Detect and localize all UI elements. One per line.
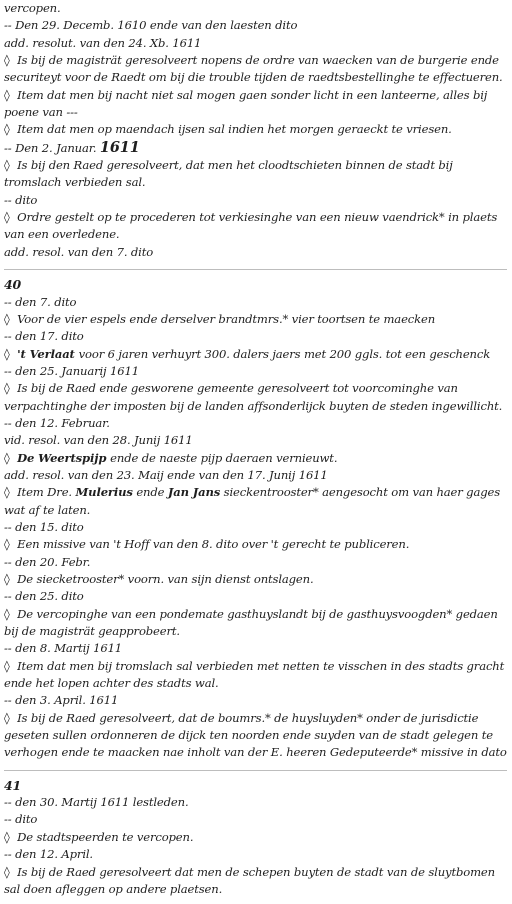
diamond-icon: ◊ [4, 53, 14, 68]
date-line [4, 519, 507, 536]
date-line [4, 294, 507, 311]
entry-text: -- den 25. Januarij 1611 [4, 363, 139, 378]
diamond-icon: ◊ [4, 829, 14, 844]
entry-text: Item dat men op maendach ijsen sal indien het morgen geraeckt te vriesen. [17, 122, 452, 137]
entry-text: -- dito [4, 192, 38, 207]
name-bold: Jan Jans [167, 485, 221, 500]
diamond-icon: ◊ [4, 485, 14, 500]
diamond-icon: ◊ [4, 710, 14, 725]
entry-text: Is bij de Raed ende gesworene gemeente geresolveert tot voorcominghe van verpachtinghe der imposten bij de landen affsonderlijck buyten de steden ingewillicht. [4, 381, 503, 413]
resolution-entry [4, 311, 507, 328]
entry-text: -- Den 2. Januar. [4, 140, 100, 155]
date-line [4, 244, 507, 261]
date-line [4, 846, 507, 863]
diamond-icon: ◊ [4, 537, 14, 552]
entry-text: -- den 25. dito [4, 589, 84, 604]
diamond-icon: ◊ [4, 122, 14, 137]
page-divider [4, 770, 507, 771]
resolution-entry [4, 536, 507, 553]
name-bold: Mulerius [75, 485, 133, 500]
entry-text: ende de naeste pijp daeraen vernieuwt. [110, 450, 338, 465]
resolution-entry [4, 380, 507, 415]
entry-text: Item dat men bij tromslach sal verbieden met netten te visschen in des stadts gracht ende het lopen achter des stadts wal. [4, 658, 505, 691]
diamond-icon: ◊ [4, 210, 14, 225]
resolution-entry [4, 209, 507, 244]
entry-text: -- den 3. April. 1611 [4, 693, 119, 708]
entry-text: add. resol. van den 7. dito [4, 244, 154, 259]
entry-text: -- den 12. April. [4, 847, 93, 862]
entry-text: -- Den 29. Decemb. 1610 ende van den laesten dito [4, 18, 298, 33]
diamond-icon: ◊ [4, 346, 14, 361]
entry-text: De stadtspeerden te vercopen. [17, 829, 194, 844]
date-line [4, 432, 507, 449]
entry-text: De siecketrooster* voorn. van sijn dienst ontslagen. [17, 572, 314, 586]
resolution-entry [4, 864, 507, 899]
entry-text: -- den 7. dito [4, 294, 77, 309]
entry-text: voor 6 jaren verhuyrt 300. dalers jaers met 200 ggls. tot een geschenck [78, 346, 491, 361]
entry-text: Een missive van 't Hoff van den 8. dito over 't gerecht te publiceren. [17, 537, 410, 552]
resolution-entry [4, 450, 507, 467]
resolution-entry [4, 121, 507, 138]
entry-text: -- den 17. dito [4, 329, 84, 344]
date-line [4, 35, 507, 52]
diamond-icon: ◊ [4, 572, 14, 586]
entry-text: Is bij de Raed geresolveert dat men de schepen buyten de stadt van de sluytbomen sal doen afleggen op andere plaetsen. [4, 864, 495, 896]
entry-text: -- dito [4, 812, 38, 827]
resolution-entry [4, 571, 507, 588]
diamond-icon: ◊ [4, 450, 14, 465]
date-line [4, 363, 507, 380]
diamond-icon: ◊ [4, 864, 14, 879]
resolution-entry [4, 346, 507, 363]
entry-text: vercopen. [4, 1, 61, 15]
date-line [4, 794, 507, 811]
date-line [4, 192, 507, 209]
entry-section [4, 777, 507, 898]
entry-section [4, 0, 507, 261]
date-line [4, 588, 507, 605]
page-divider [4, 269, 507, 270]
name-bold: De Weertspijp [17, 450, 111, 465]
diamond-icon: ◊ [4, 658, 14, 673]
entry-text: vid. resol. van den 28. Junij 1611 [4, 433, 193, 448]
entry-section [4, 276, 507, 762]
page-number: 40 [4, 277, 22, 293]
year-emphasis: 1611 [99, 138, 140, 156]
entry-text: Is bij den Raed geresolveert, dat men het cloodtschieten binnen de stadt bij tromslach verbieden sal. [4, 158, 453, 190]
diamond-icon: ◊ [4, 158, 14, 173]
date-line [4, 415, 507, 432]
diamond-icon: ◊ [4, 381, 14, 396]
resolution-entry [4, 829, 507, 846]
resolution-entry [4, 710, 507, 762]
entry-text: add. resolut. van den 24. Xb. 1611 [4, 35, 202, 50]
date-line [4, 554, 507, 571]
entry-text: De vercopinghe van een pondemate gasthuyslandt bij de gasthuysvoogden* gedaen bij de magisträt geapprobeert. [4, 606, 498, 639]
text-run: ende [132, 485, 168, 500]
resolution-entry [4, 87, 507, 122]
diamond-icon: ◊ [4, 606, 14, 621]
entry-text: -- den 12. Februar. [4, 415, 110, 430]
date-line [4, 467, 507, 484]
resolution-entry [4, 52, 507, 87]
entry-text: add. resol. van den 23. Maij ende van den 17. Junij 1611 [4, 467, 328, 482]
resolution-entry [4, 658, 507, 693]
entry-text: Item dat men bij nacht niet sal mogen gaen sonder licht in een lanteerne, alles bij poene van --- [4, 87, 488, 120]
name-bold: 't Verlaat [17, 346, 79, 361]
entry-text: -- den 15. dito [4, 519, 84, 534]
resolution-entry [4, 157, 507, 192]
resolution-entry [4, 484, 507, 519]
entry-text: Is bij de magisträt geresolveert nopens de ordre van waecken van de burgerie ende securiteyt voor de Raedt om bij die trouble tijden de raedtsbestellinghe te effectueren. [4, 53, 503, 85]
date-line [4, 640, 507, 657]
text-run: Item Dre. [17, 485, 76, 500]
entry-text: Voor de vier espels ende derselver brandtmrs.* vier toortsen te maecken [17, 311, 436, 326]
date-line [4, 0, 507, 17]
diamond-icon: ◊ [4, 87, 14, 102]
diamond-icon: ◊ [4, 311, 14, 326]
entry-text: Ordre gestelt op te procederen tot verkiesinghe van een nieuw vaendrick* in plaets van een overledene. [4, 210, 498, 242]
date-line [4, 692, 507, 709]
entry-text: -- den 8. Martij 1611 [4, 641, 123, 656]
entry-text: Is bij de Raed geresolveert, dat de boumrs.* de huysluyden* onder de jurisdictie geseten sullen ordonneren de dijck ten noorden ende suyden van de stadt gelegen te verhogen ende te maacken nae inholt van der E. heeren Gedeputeerde* missive in dato [4, 710, 507, 760]
date-line [4, 139, 507, 157]
date-line [4, 17, 507, 34]
page-number: 41 [4, 777, 22, 793]
entry-text: sieckentrooster* aengesocht om van haer gages wat af te laten. [4, 485, 500, 517]
entry-text: -- den 30. Martij 1611 lestleden. [4, 795, 189, 810]
date-line [4, 811, 507, 828]
entry-text: -- den 20. Febr. [4, 554, 91, 569]
date-line [4, 328, 507, 345]
resolution-entry [4, 606, 507, 641]
